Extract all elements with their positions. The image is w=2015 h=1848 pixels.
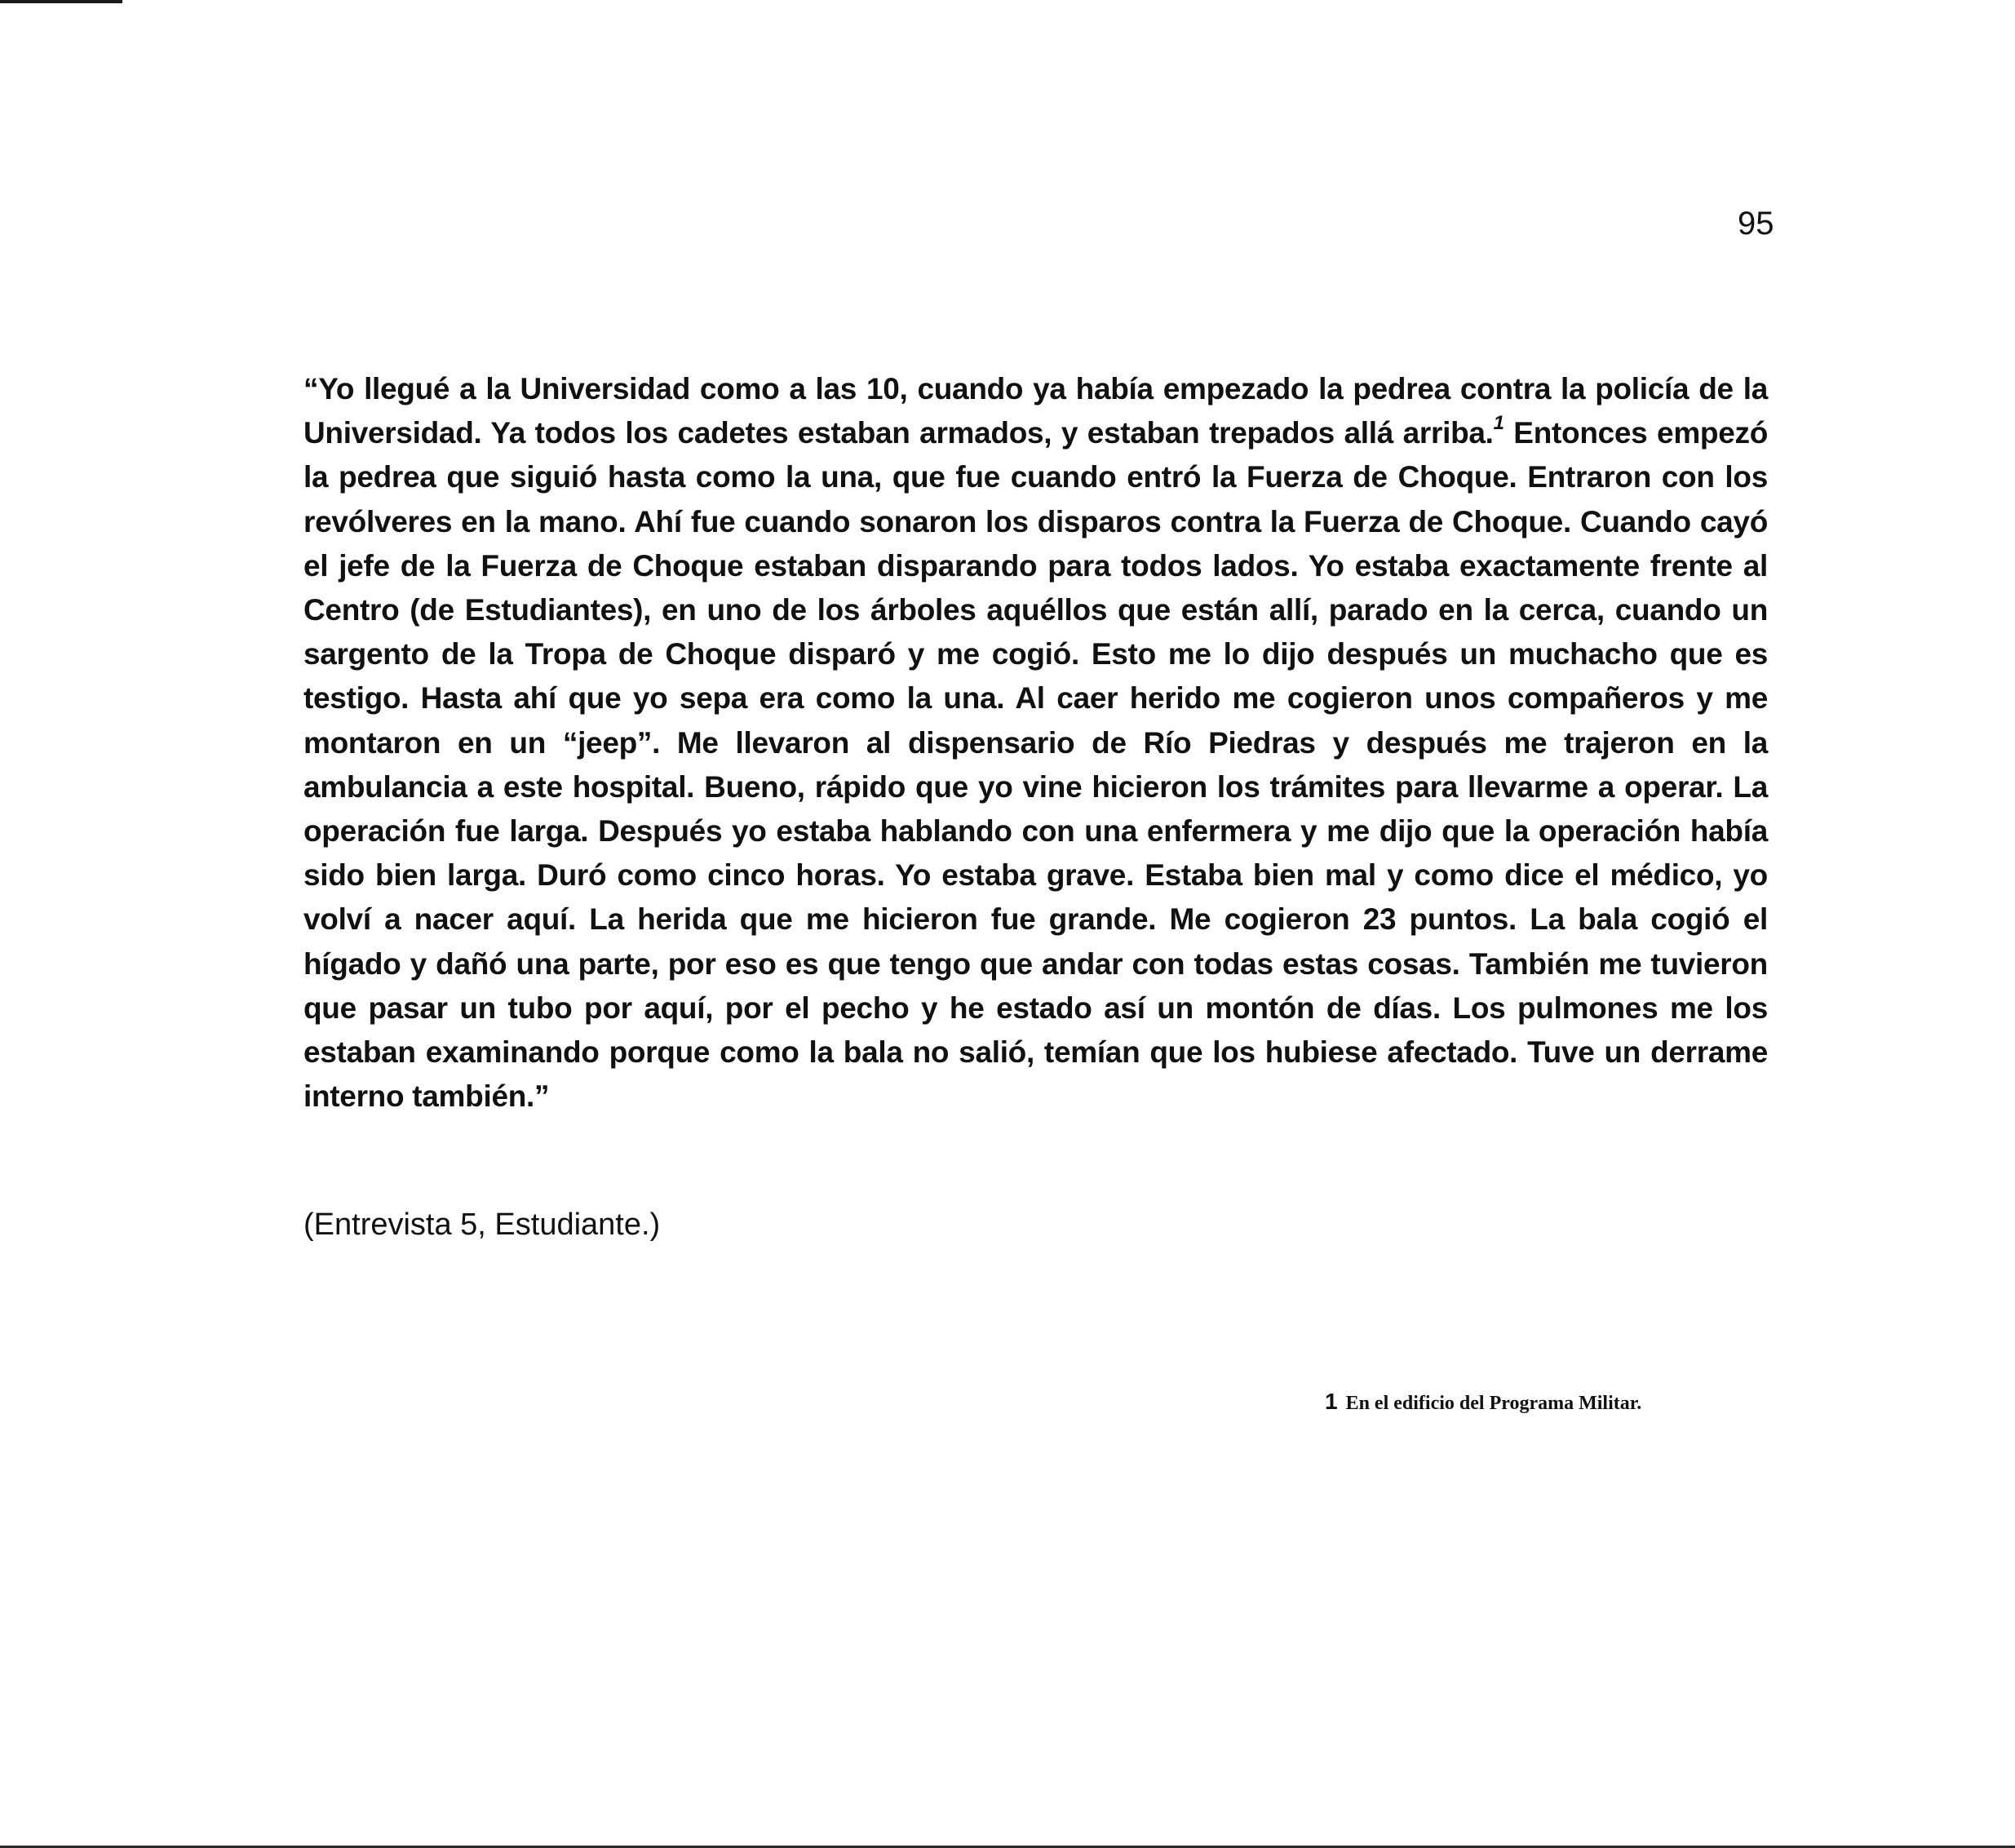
scan-edge-top <box>0 0 122 3</box>
footnote <box>1325 1387 1641 1418</box>
quote-text-part-2: Entonces empezó la pedrea que siguió hasta como la una, que fue cuando entró la Fuerza de Choque. Entraron con los revólveres en la mano. Ahí fue cuando sonaron los disparos contra la Fuerza de Choque. Cuando cayó el jefe de la Fuerza de Choque estaban disparando para todos lados. Yo estaba exactamente frente al Centro (de Estudiantes), en uno de los árboles aquéllos que están allí, parado en la cerca, cuando un sargento de la Tropa de Choque disparó y me cogió. Esto me lo dijo después un muchacho que es testigo. Hasta ahí que yo sepa era como la una. Al caer herido me cogieron unos compañeros y me montaron en un “jeep”. Me llevaron al dispensario de Río Piedras y después me trajeron en la ambulancia a este hospital. Bueno, rápido que yo vine hicieron los trámites para llevarme a operar. La operación fue larga. Después yo estaba hablando con una enfermera y me dijo que la operación había sido bien larga. Duró como cinco horas. Yo estaba grave. Estaba bien mal y como dice el médico, yo volví a nacer aquí. La herida que me hicieron fue grande. Me cogieron 23 puntos. La bala cogió el hígado y dañó una parte, por eso es que tengo que andar con todas estas cosas. También me tuvieron que pasar un tubo por aquí, por el pecho y he estado así un montón de días. Los pulmones me los estaban examinando porque como la bala no salió, temían que los hubiese afectado. Tuve un derrame interno también.” <box>303 416 1768 1114</box>
page-number: 95 <box>1738 206 1774 242</box>
footnote-reference: 1 <box>1493 411 1504 434</box>
quote-source-citation: (Entrevista 5, Estudiante.) <box>303 1208 661 1242</box>
footnote-marker: 1 <box>1325 1389 1338 1414</box>
quote-text-part-1: “Yo llegué a la Universidad como a las 10, cuando ya había empezado la pedrea contra la policía de la Universidad. Ya todos los cadetes estaban armados, y estaban trepados allá arriba. <box>303 372 1768 450</box>
interview-quote <box>303 367 1768 1119</box>
footnote-text: En el edificio del Programa Militar. <box>1345 1393 1642 1414</box>
